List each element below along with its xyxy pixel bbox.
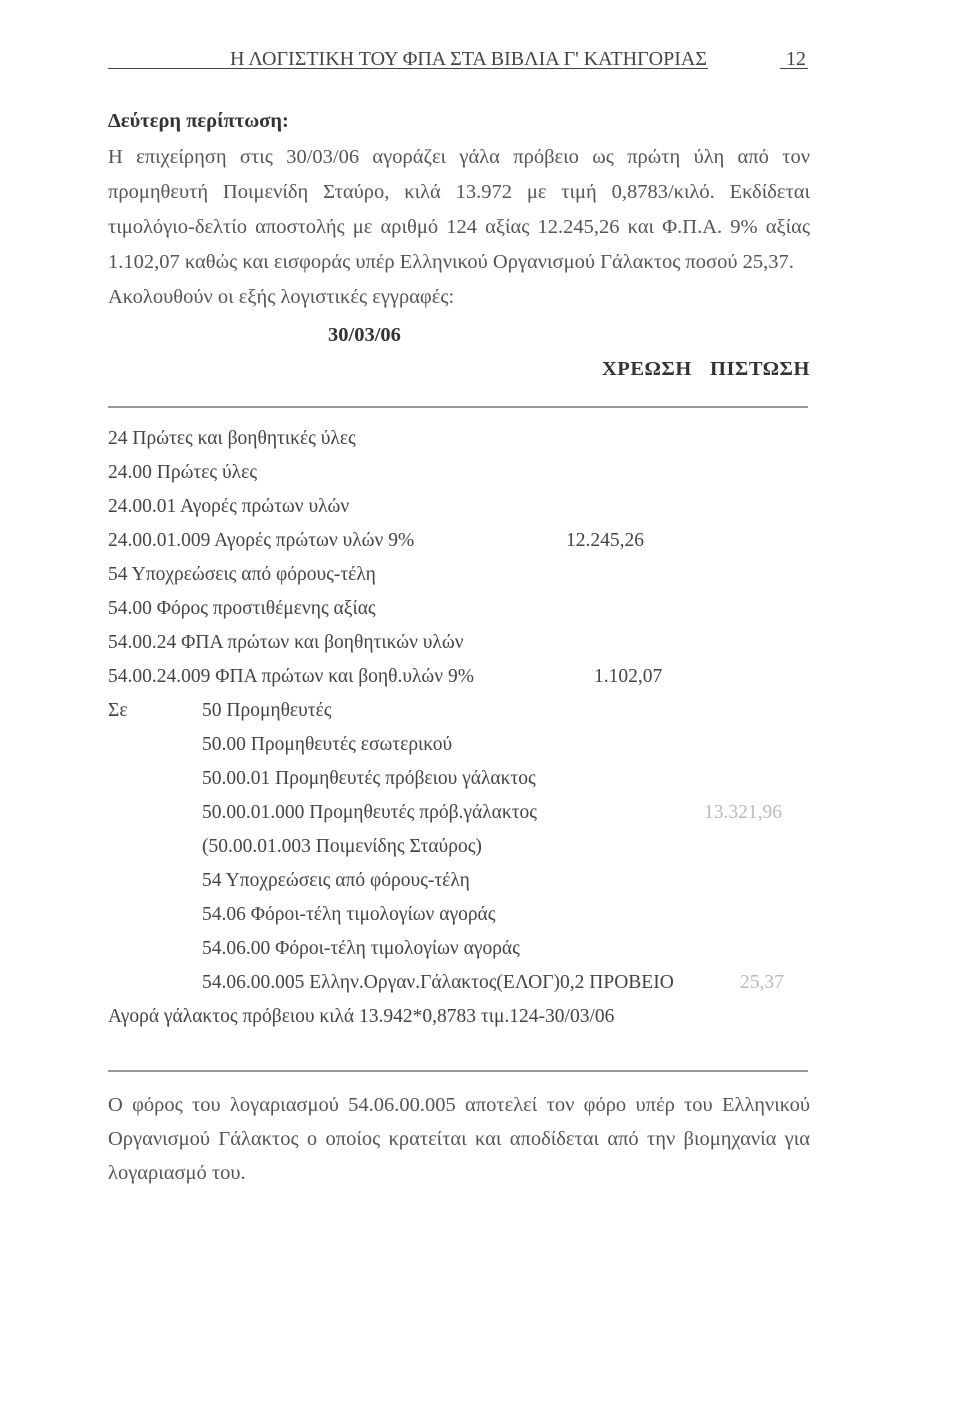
journal-bottom-rule	[108, 1070, 808, 1072]
section-title: Δεύτερη περίπτωση:	[108, 110, 289, 132]
note-line-1: Ο φόρος του λογαριασμού 54.06.00.005 αποτελεί τον φόρο υπέρ του Ελληνικού	[108, 1094, 810, 1116]
credit-amount-elog: 25,37	[740, 972, 784, 993]
credit-line: 54.06.00 Φόροι-τέλη τιμολογίων αγοράς	[202, 938, 520, 959]
credit-prefix: Σε	[108, 700, 128, 721]
debit-amount-vat: 1.102,07	[594, 666, 663, 687]
note-line-2: Οργανισμού Γάλακτος ο οποίος κρατείται και αποδίδεται από την βιομηχανία για	[108, 1128, 810, 1150]
credit-line: 50.00.01.000 Προμηθευτές πρόβ.γάλακτος	[202, 802, 538, 823]
journal-narration: Αγορά γάλακτος πρόβειου κιλά 13.942*0,8783 τιμ.124-30/03/06	[108, 1006, 615, 1027]
debit-line: 24 Πρώτες και βοηθητικές ύλες	[108, 428, 356, 449]
credit-amount-supplier: 13.321,96	[704, 802, 782, 823]
credit-line: (50.00.01.003 Ποιμενίδης Σταύρος)	[202, 836, 482, 857]
credit-column-header: ΠΙΣΤΩΣΗ	[710, 358, 810, 380]
debit-line: 24.00 Πρώτες ύλες	[108, 462, 258, 483]
debit-column-header: ΧΡΕΩΣΗ	[602, 358, 692, 380]
credit-line: 54.06 Φόροι-τέλη τιμολογίων αγοράς	[202, 904, 496, 925]
credit-line: 50.00 Προμηθευτές εσωτερικού	[202, 734, 453, 755]
debit-line: 24.00.01 Αγορές πρώτων υλών	[108, 496, 350, 517]
journal-top-rule	[108, 406, 808, 408]
debit-amount-materials: 12.245,26	[566, 530, 644, 551]
credit-line: 50 Προμηθευτές	[202, 700, 332, 721]
note-line-3: λογαριασμό του.	[108, 1162, 246, 1184]
debit-line: 54 Υποχρεώσεις από φόρους-τέλη	[108, 564, 376, 585]
intro-line-5: Ακολουθούν οι εξής λογιστικές εγγραφές:	[108, 286, 455, 308]
page-number: 12	[786, 48, 806, 70]
running-header-title: Η ΛΟΓΙΣΤΙΚΗ ΤΟΥ ΦΠΑ ΣΤΑ ΒΙΒΛΙΑ Γ' ΚΑΤΗΓΟΡΙΑΣ	[230, 48, 707, 70]
credit-line: 54.06.00.005 Ελλην.Οργαν.Γάλακτος(ΕΛΟΓ)0,2 ΠΡΟΒΕΙΟ	[202, 972, 674, 993]
debit-line: 54.00.24 ΦΠΑ πρώτων και βοηθητικών υλών	[108, 632, 464, 653]
intro-line-1: Η επιχείρηση στις 30/03/06 αγοράζει γάλα πρόβειο ως πρώτη ύλη από τον	[108, 146, 810, 168]
debit-line: 54.00.24.009 ΦΠΑ πρώτων και βοηθ.υλών 9%	[108, 666, 474, 687]
journal-date: 30/03/06	[328, 324, 401, 346]
credit-line: 54 Υποχρεώσεις από φόρους-τέλη	[202, 870, 470, 891]
intro-line-4: 1.102,07 καθώς και εισφοράς υπέρ Ελληνικού Οργανισμού Γάλακτος ποσού 25,37.	[108, 251, 794, 273]
intro-line-2: προμηθευτή Ποιμενίδη Σταύρο, κιλά 13.972 με τιμή 0,8783/κιλό. Εκδίδεται	[108, 181, 810, 203]
credit-line: 50.00.01 Προμηθευτές πρόβειου γάλακτος	[202, 768, 536, 789]
debit-line: 54.00 Φόρος προστιθέμενης αξίας	[108, 598, 376, 619]
debit-line: 24.00.01.009 Αγορές πρώτων υλών 9%	[108, 530, 415, 551]
intro-line-3: τιμολόγιο-δελτίο αποστολής με αριθμό 124 αξίας 12.245,26 και Φ.Π.Α. 9% αξίας	[108, 216, 810, 238]
